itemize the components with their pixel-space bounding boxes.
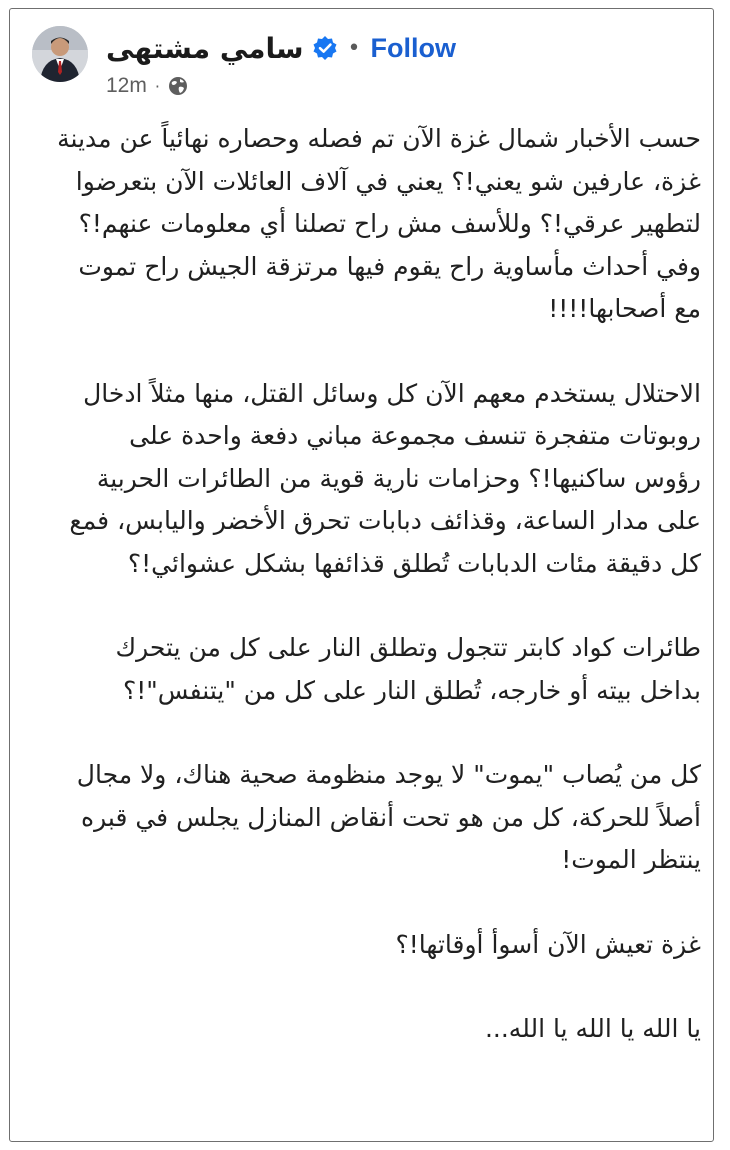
verified-badge-icon <box>312 35 338 61</box>
meta-separator: · <box>154 76 160 96</box>
author-name[interactable]: سامي مشتهى <box>106 31 304 65</box>
separator-dot: • <box>347 35 361 61</box>
post-paragraph-6: يا الله يا الله يا الله... <box>484 1014 701 1043</box>
post-paragraph-5: غزة تعيش الآن أسوأ أوقاتها!؟ <box>395 929 701 959</box>
post-paragraph-2: الاحتلال يستخدم معهم الآن كل وسائل القتل، منها مثلاً ادخال روبوتات متفجرة تنسف مجموعة مباني دفعة واحدة على رؤوس ساكنيها!؟ وحزامات نارية قوية من الطائرات الحربية على مدار الساعة، وقذائف دبابات تحرق الأخضر واليابس، فمع كل دقيقة مئات الدبابات تُطلق قذائفها بشكل عشوائي!؟ <box>69 378 701 578</box>
post-paragraph-4: كل من يُصاب "يموت" لا يوجد منظومة صحية هناك، ولا مجال أصلاً للحركة، كل من هو تحت أنقاض المنازل يجلس في قبره ينتظر الموت! <box>76 760 701 874</box>
post-body <box>56 118 701 1051</box>
post-paragraph-1: حسب الأخبار شمال غزة الآن تم فصله وحصاره نهائياً عن مدينة غزة، عارفين شو يعني!؟ يعني في آلاف العائلات الآن بتعرضوا لتطهير عرقي!؟ وللأسف مش راح تصلنا أي معلومات عنهم!؟ وفي أحداث مأساوية راح يقوم فيها مرتزقة الجيش راح تموت مع أصحابها!!!! <box>57 124 701 323</box>
globe-icon[interactable] <box>168 76 188 96</box>
post-paragraph-3: طائرات كواد كابتر تتجول وتطلق النار على كل من يتحرك بداخل بيته أو خارجه، تُطلق النار على كل من "يتنفس"!؟ <box>115 633 701 705</box>
author-row <box>106 28 456 68</box>
post-header <box>30 22 490 104</box>
post-meta <box>106 74 188 98</box>
post-timestamp[interactable]: 12m <box>106 74 147 97</box>
follow-button[interactable]: Follow <box>370 32 456 63</box>
avatar[interactable] <box>32 26 88 82</box>
